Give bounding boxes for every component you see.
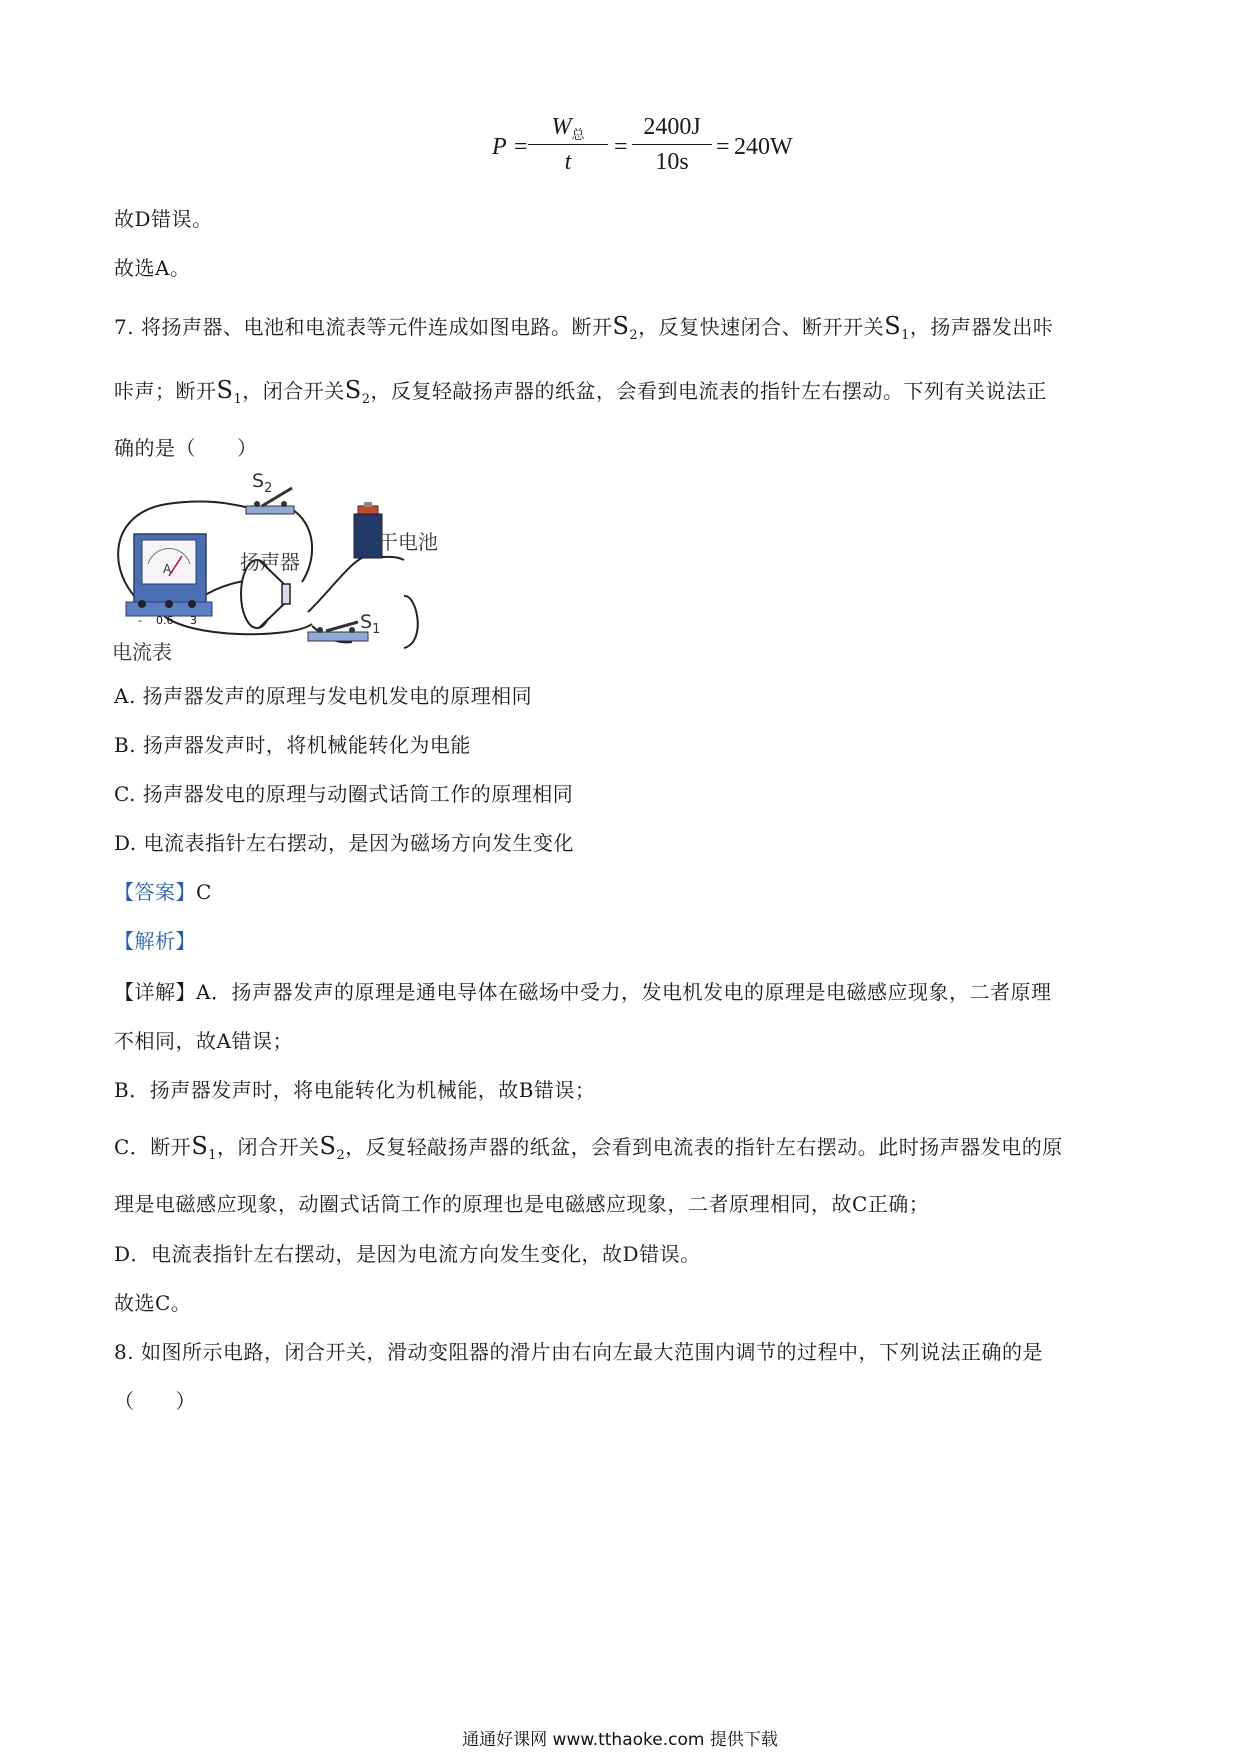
formula-result: 240W xyxy=(734,134,793,160)
ammeter-label: 电流表 xyxy=(112,640,172,664)
formula-time: t xyxy=(564,149,572,175)
formula-work-sub: 总 xyxy=(571,127,585,142)
formula-time-value: 10s xyxy=(655,149,689,175)
q7-option-a: A. 扬声器发声的原理与发电机发电的原理相同 xyxy=(114,684,533,708)
formula-equals: = xyxy=(716,134,730,160)
detail-b: B．扬声器发声时，将电能转化为机械能，故B错误； xyxy=(114,1078,596,1102)
speaker-label: 扬声器 xyxy=(240,550,300,574)
ammeter-face-letter: A xyxy=(163,562,172,576)
q7-option-b: B. 扬声器发声时，将机械能转化为电能 xyxy=(114,733,471,757)
formula-equals: = xyxy=(514,134,528,160)
answer-value: C xyxy=(196,880,212,904)
formula-lhs: P xyxy=(492,134,507,160)
terminal-0-6: 0.6 xyxy=(156,614,174,627)
detail-a-line2: 不相同，故A错误； xyxy=(114,1029,293,1053)
formula-work-value: 2400J xyxy=(643,114,701,140)
detail-d: D．电流表指针左右摆动，是因为电流方向发生变化，故D错误。 xyxy=(114,1242,701,1266)
detail-c-line2: 理是电磁感应现象，动圈式话筒工作的原理也是电磁感应现象，二者原理相同，故C正确； xyxy=(114,1192,930,1216)
circuit-diagram xyxy=(112,464,452,664)
answer-tag: 【答案】 xyxy=(114,880,196,904)
analysis-tag: 【解析】 xyxy=(114,929,196,953)
q8-stem-line1: 8. 如图所示电路，闭合开关，滑动变阻器的滑片由右向左最大范围内调节的过程中，下列说法正确的是 xyxy=(114,1340,1043,1364)
prev-answer: 故选A。 xyxy=(114,256,191,280)
formula-equals: = xyxy=(614,134,628,160)
q7-stem-line1: 7. 将扬声器、电池和电流表等元件连成如图电路。断开$S_2$，反复快速闭合、断开开关$S_1$，扬声器发出咔 xyxy=(114,312,1054,343)
detail-c-line1: C．断开$S_1$，闭合开关$S_2$，反复轻敲扬声器的纸盆，会看到电流表的指针左右摆动。此时扬声器发电的原 xyxy=(114,1132,1063,1163)
battery-label: 干电池 xyxy=(378,530,438,554)
formula-fraction-values xyxy=(632,112,712,177)
q7-stem-line2: 咔声；断开$S_1$，闭合开关$S_2$，反复轻敲扬声器的纸盆，会看到电流表的指针左右摆动。下列有关说法正 xyxy=(114,376,1047,407)
formula-work: W xyxy=(551,114,572,140)
page-footer: 通通好课网 www.tthaoke.com 提供下载 xyxy=(462,1730,778,1750)
terminal-3: 3 xyxy=(190,614,197,627)
q7-option-c: C. 扬声器发电的原理与动圈式话筒工作的原理相同 xyxy=(114,782,574,806)
prev-d-conclusion: 故D错误。 xyxy=(114,207,213,231)
q8-stem-line2: （ ） xyxy=(114,1389,196,1413)
terminal-negative: - xyxy=(138,614,142,627)
detail-tag: 【详解】 xyxy=(114,980,196,1004)
q7-stem-line3: 确的是（ ） xyxy=(114,436,258,460)
q7-answer xyxy=(114,878,212,906)
switch-s1 xyxy=(308,622,368,641)
formula-fraction-work-time xyxy=(528,112,608,177)
s2-label: $S_2$ xyxy=(252,470,273,496)
q7-option-d: D. 电流表指针左右摆动，是因为磁场方向发生变化 xyxy=(114,831,575,855)
s1-label: $S_1$ xyxy=(360,611,381,637)
detail-conclusion: 故选C。 xyxy=(114,1291,192,1315)
detail-a-line1: 【详解】A．扬声器发声的原理是通电导体在磁场中受力，发电机发电的原理是电磁感应现象，二者原理 xyxy=(114,980,1052,1004)
